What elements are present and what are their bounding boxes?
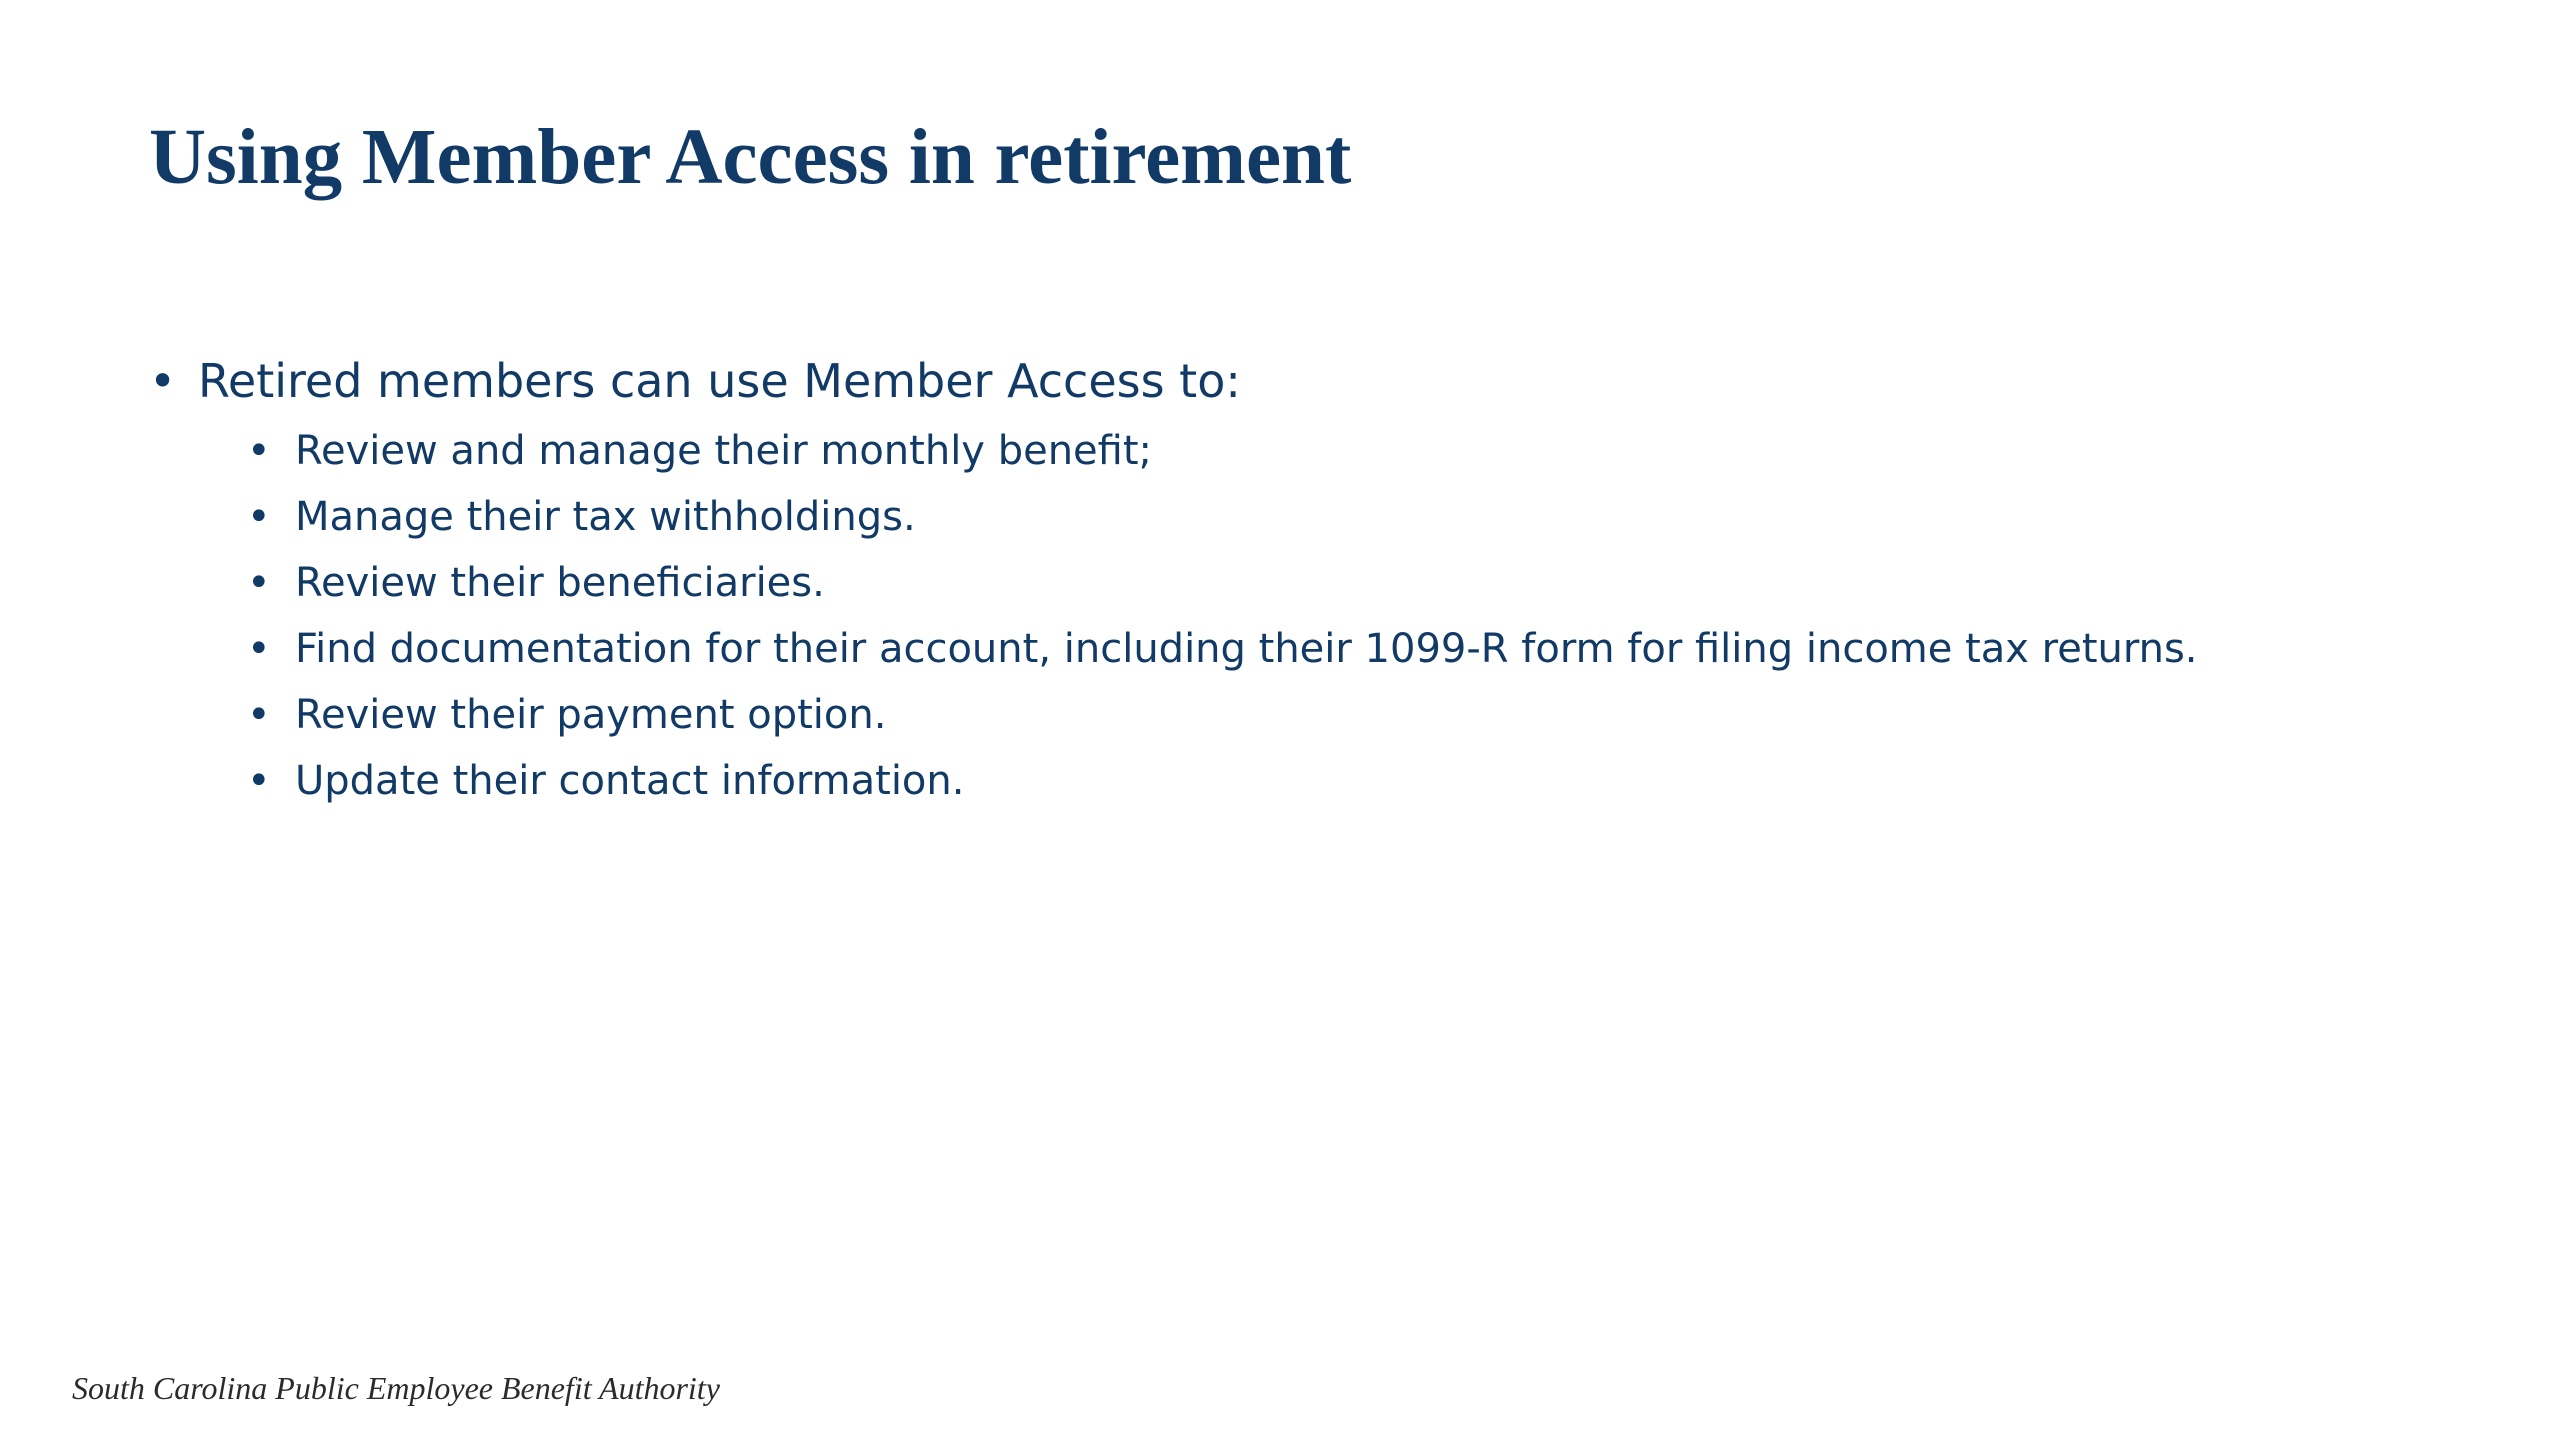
bullet-dot-icon: •: [247, 560, 271, 606]
footer-organization: South Carolina Public Employee Benefit Authority: [72, 1370, 720, 1406]
sub-bullet-text: Manage their tax withholdings.: [295, 494, 916, 540]
sub-bullet-text: Find documentation for their account, including their 1099-R form for filing income tax returns.: [295, 626, 2198, 672]
bullet-dot-icon: •: [247, 758, 271, 804]
bullet-dot-icon: •: [247, 692, 271, 738]
bullet-dot-icon: •: [247, 626, 271, 672]
sub-bullet-text: Review their payment option.: [295, 692, 887, 738]
slide-title: Using Member Access in retirement: [149, 114, 1352, 201]
bullet-dot-icon: •: [247, 428, 271, 474]
sub-bullet-text: Review their beneficiaries.: [295, 560, 825, 606]
main-bullet-text: Retired members can use Member Access to:: [198, 354, 1241, 408]
bullet-dot-icon: •: [247, 494, 271, 540]
bullet-dot-icon: •: [149, 354, 177, 408]
sub-bullet-text: Update their contact information.: [295, 758, 965, 804]
sub-bullet-text: Review and manage their monthly benefit;: [295, 428, 1153, 474]
